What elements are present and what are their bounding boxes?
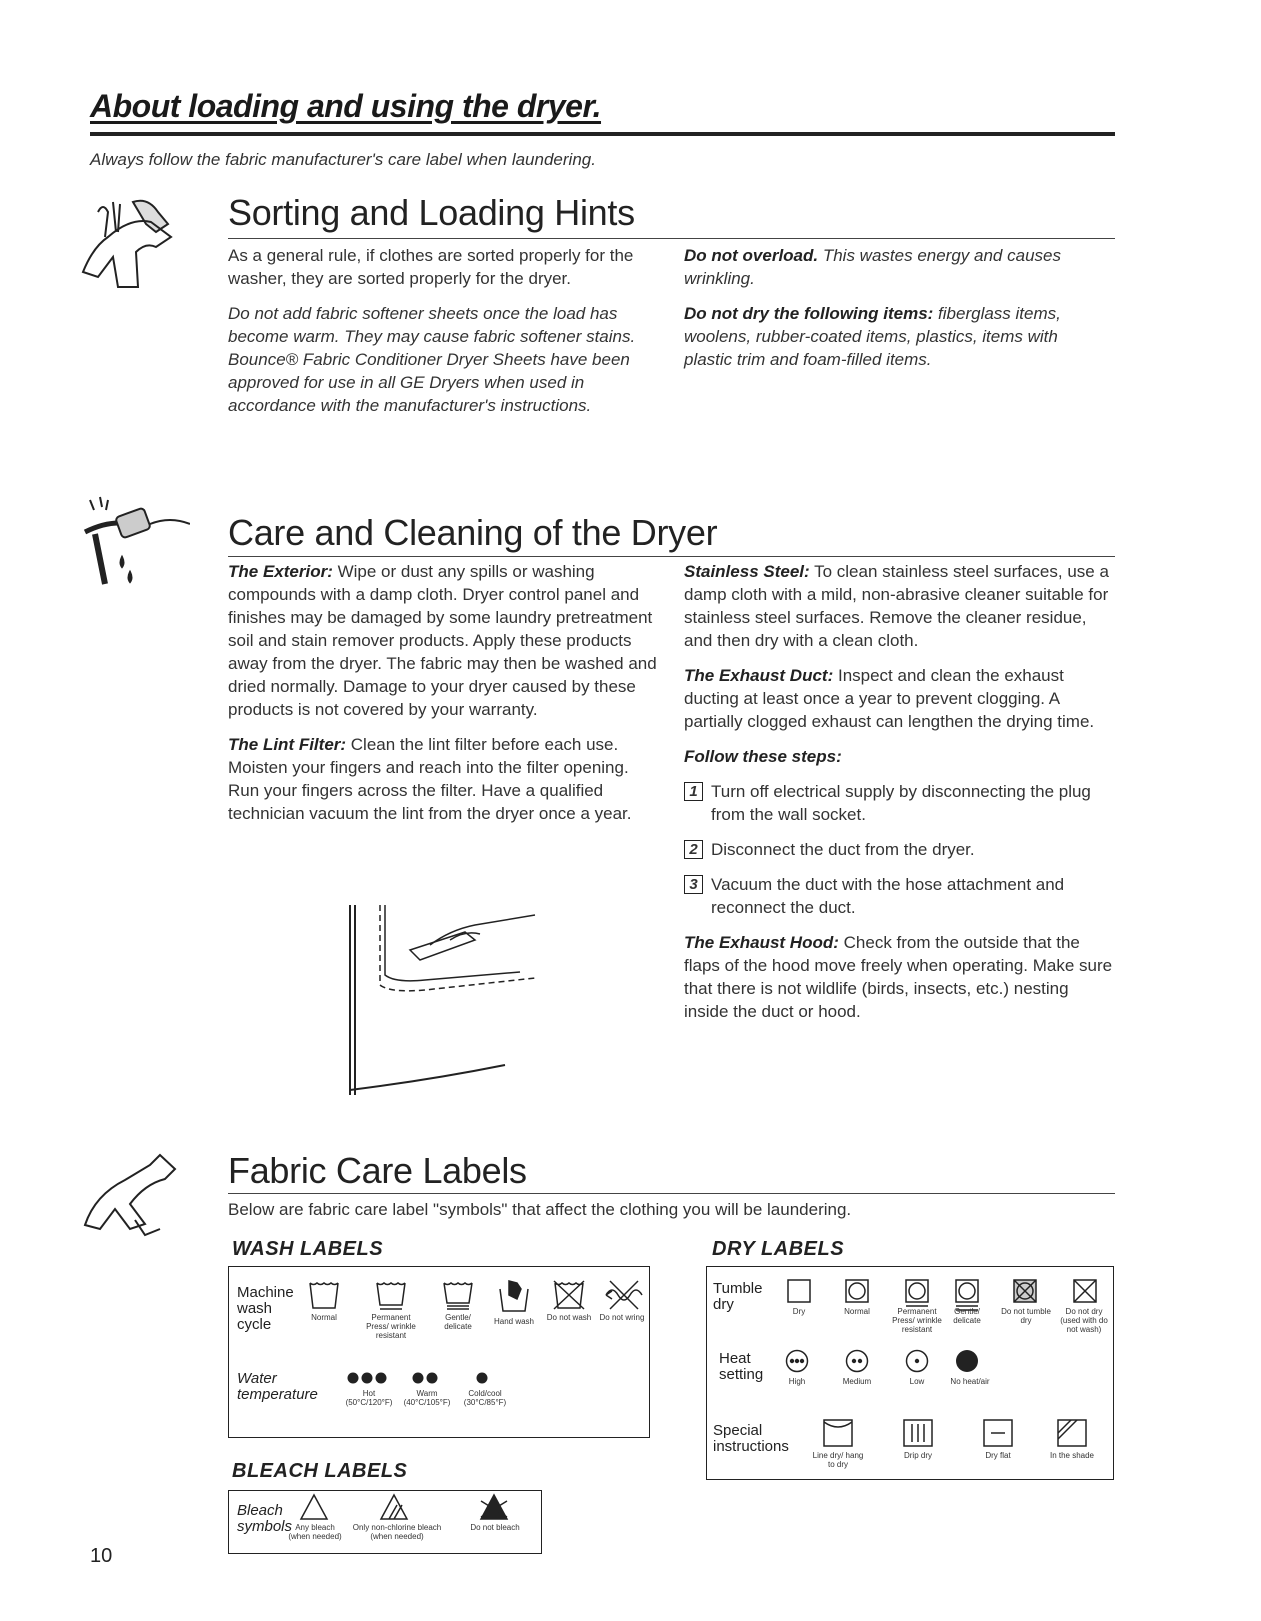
care-rule [228, 556, 1115, 557]
step-text: Turn off electrical supply by disconnecting the plug from the wall socket. [711, 782, 1091, 824]
bleach-caption: Do not bleach [470, 1523, 520, 1532]
tumble-caption: Do not tumble dry [1001, 1307, 1051, 1325]
any-bleach-icon [299, 1493, 329, 1521]
overload-text: This wastes energy and causes wrinkling. [684, 246, 1061, 288]
care-right-column [684, 560, 1114, 1035]
drip-dry-icon [903, 1419, 933, 1447]
special-caption: Dry flat [985, 1451, 1011, 1460]
tumble-caption: Gentle/ delicate [953, 1307, 981, 1325]
wash-normal-icon [307, 1279, 341, 1311]
fabric-section-title: Fabric Care Labels [228, 1150, 527, 1191]
tumble-dry-icon [787, 1279, 811, 1303]
steel-lead: Stainless Steel: [684, 562, 810, 581]
do-not-dry-icon [1073, 1279, 1097, 1303]
title-rule [90, 132, 1115, 136]
wash-symbol-caption: Normal [311, 1313, 337, 1322]
tumble-caption: Do not dry (used with do not wash) [1060, 1307, 1108, 1334]
dry-labels-heading: DRY LABELS [712, 1238, 845, 1260]
exterior-text: Wipe or dust any spills or washing compounds with a damp cloth. Dryer control panel and finishes may be damaged by some laundry pretreatment soil and stain remover products. Apply these products away from the dryer. The fabric may then be washed and dried normally. Damage to your dryer caused by these products is not covered by your warranty. [228, 562, 657, 719]
steel-text: To clean stainless steel surfaces, use a damp cloth with a mild, non-abrasive cleaner suitable for stainless steel surfaces. Remove the cleaner residue, and then dry with a clean cloth. [684, 562, 1109, 650]
bleach-caption: Any bleach (when needed) [288, 1523, 342, 1541]
heat-caption: No heat/air [950, 1377, 990, 1386]
bleach-labels-box [228, 1490, 542, 1554]
wash-gentle-icon [441, 1279, 475, 1311]
heat-caption: Low [909, 1377, 925, 1386]
step-text: Vacuum the duct with the hose attachment and reconnect the duct. [711, 875, 1065, 917]
sorting-paragraph-2: Do not add fabric softener sheets once the load has become warm. They may cause fabric softener stains. Bounce® Fabric Conditioner Dryer Sheets have been approved for use in all GE Dryers when used in accordance with the manufacturer's instructions. [228, 304, 636, 415]
dry-in-shade-icon [1057, 1419, 1087, 1447]
dry-labels-box [706, 1266, 1114, 1480]
special-instructions-label: Special instructions [713, 1422, 789, 1455]
step-2 [684, 838, 1114, 861]
page-subtitle: Always follow the fabric manufacturer's care label when laundering. [90, 150, 596, 169]
sponge-cleaning-icon [80, 492, 190, 602]
wash-cycle-label: Machine wash cycle [237, 1284, 294, 1333]
lint-text: Clean the lint filter before each use. Moisten your fingers and reach into the filter opening. Run your fingers across the filter. Have a qualified technician vacuum the lint from the dryer once a year. [228, 735, 632, 823]
special-caption: Line dry/ hang to dry [812, 1451, 864, 1469]
tumble-normal-icon [845, 1279, 869, 1303]
care-left-column [228, 560, 658, 837]
step-text: Disconnect the duct from the dryer. [711, 840, 975, 859]
wash-symbol-caption: Permanent Press/ wrinkle resistant [366, 1313, 416, 1340]
hood-text: Check from the outside that the flaps of the hood move freely when operating. Make sure that there is not wildlife (birds, insects, etc.) nesting inside the duct or hood. [684, 933, 1113, 1021]
cold-dot-icon [475, 1371, 489, 1385]
tumble-caption: Permanent Press/ wrinkle resistant [892, 1307, 942, 1334]
do-not-wring-icon [604, 1279, 644, 1311]
wash-labels-heading: WASH LABELS [232, 1238, 384, 1260]
warm-dots-icon [412, 1371, 442, 1385]
heat-caption: Medium [842, 1377, 872, 1386]
fabric-rule [228, 1193, 1115, 1194]
wash-labels-box [228, 1266, 650, 1438]
do-not-bleach-icon [479, 1493, 509, 1521]
do-not-dry-text: fiberglass items, woolens, rubber-coated items, plastics, items with plastic trim and foam-filled items. [684, 304, 1061, 369]
duct-lead: The Exhaust Duct: [684, 666, 834, 685]
temperature-caption: Hot (50°C/120°F) [345, 1389, 393, 1407]
do-not-wash-icon [552, 1279, 586, 1311]
wash-symbol-caption: Do not wash [546, 1313, 592, 1322]
do-not-dry-lead: Do not dry the following items: [684, 304, 934, 323]
sorting-left-column [228, 244, 658, 429]
tumble-permanent-press-icon [905, 1279, 929, 1309]
temperature-caption: Cold/cool (30°C/85°F) [463, 1389, 507, 1407]
sorting-section-title: Sorting and Loading Hints [228, 192, 635, 233]
heat-high-icon [785, 1349, 809, 1373]
dry-flat-icon [983, 1419, 1013, 1447]
wash-permanent-press-icon [374, 1279, 408, 1311]
water-temperature-row [347, 1371, 547, 1421]
heat-medium-icon [845, 1349, 869, 1373]
fabric-intro: Below are fabric care label "symbols" that affect the clothing you will be laundering. [228, 1200, 852, 1219]
temperature-caption: Warm (40°C/105°F) [403, 1389, 451, 1407]
tumble-dry-label: Tumble dry [713, 1280, 763, 1313]
sorting-right-column [684, 244, 1109, 383]
do-not-tumble-dry-icon [1013, 1279, 1037, 1303]
page-number: 10 [90, 1545, 113, 1567]
bleach-labels-heading: BLEACH LABELS [232, 1460, 408, 1482]
step-number: 1 [684, 782, 703, 801]
step-3 [684, 873, 1114, 919]
exterior-lead: The Exterior: [228, 562, 333, 581]
bleach-symbols-label: Bleach symbols [237, 1502, 293, 1535]
shirt-icon [80, 1150, 190, 1260]
duct-text: Inspect and clean the exhaust ducting at least once a year to prevent clogging. A partially clogged exhaust can lengthen the drying time. [684, 666, 1095, 731]
heat-low-icon [905, 1349, 929, 1373]
hood-lead: The Exhaust Hood: [684, 933, 839, 952]
step-number: 3 [684, 875, 703, 894]
heat-caption: High [788, 1377, 806, 1386]
no-heat-icon [955, 1349, 979, 1373]
steps-heading: Follow these steps: [684, 747, 842, 766]
sorting-paragraph-1: As a general rule, if clothes are sorted properly for the washer, they are sorted properly for the dryer. [228, 246, 634, 288]
wash-symbol-caption: Gentle/ delicate [444, 1313, 472, 1331]
special-caption: In the shade [1049, 1451, 1095, 1460]
tumble-caption: Dry [792, 1307, 806, 1316]
wash-symbol-caption: Do not wring [599, 1313, 645, 1322]
wash-symbols-row [304, 1277, 645, 1340]
bleach-caption: Only non-chlorine bleach (when needed) [352, 1523, 442, 1541]
non-chlorine-bleach-icon [379, 1493, 409, 1521]
clothes-pile-icon [78, 192, 198, 292]
lint-filter-illustration [340, 900, 560, 1105]
page-title: About loading and using the dryer. [90, 88, 602, 124]
tumble-caption: Normal [844, 1307, 870, 1316]
hand-wash-icon [497, 1277, 531, 1313]
hot-dots-icon [347, 1371, 389, 1385]
care-section-title: Care and Cleaning of the Dryer [228, 512, 718, 553]
step-number: 2 [684, 840, 703, 859]
special-caption: Drip dry [903, 1451, 932, 1460]
wash-symbol-caption: Hand wash [493, 1317, 535, 1326]
water-temperature-label: Water temperature [237, 1370, 318, 1403]
heat-setting-label: Heat setting [719, 1350, 764, 1383]
line-dry-icon [823, 1419, 853, 1447]
sorting-rule [228, 238, 1115, 239]
lint-lead: The Lint Filter: [228, 735, 347, 754]
overload-lead: Do not overload. [684, 246, 819, 265]
step-1 [684, 780, 1114, 826]
